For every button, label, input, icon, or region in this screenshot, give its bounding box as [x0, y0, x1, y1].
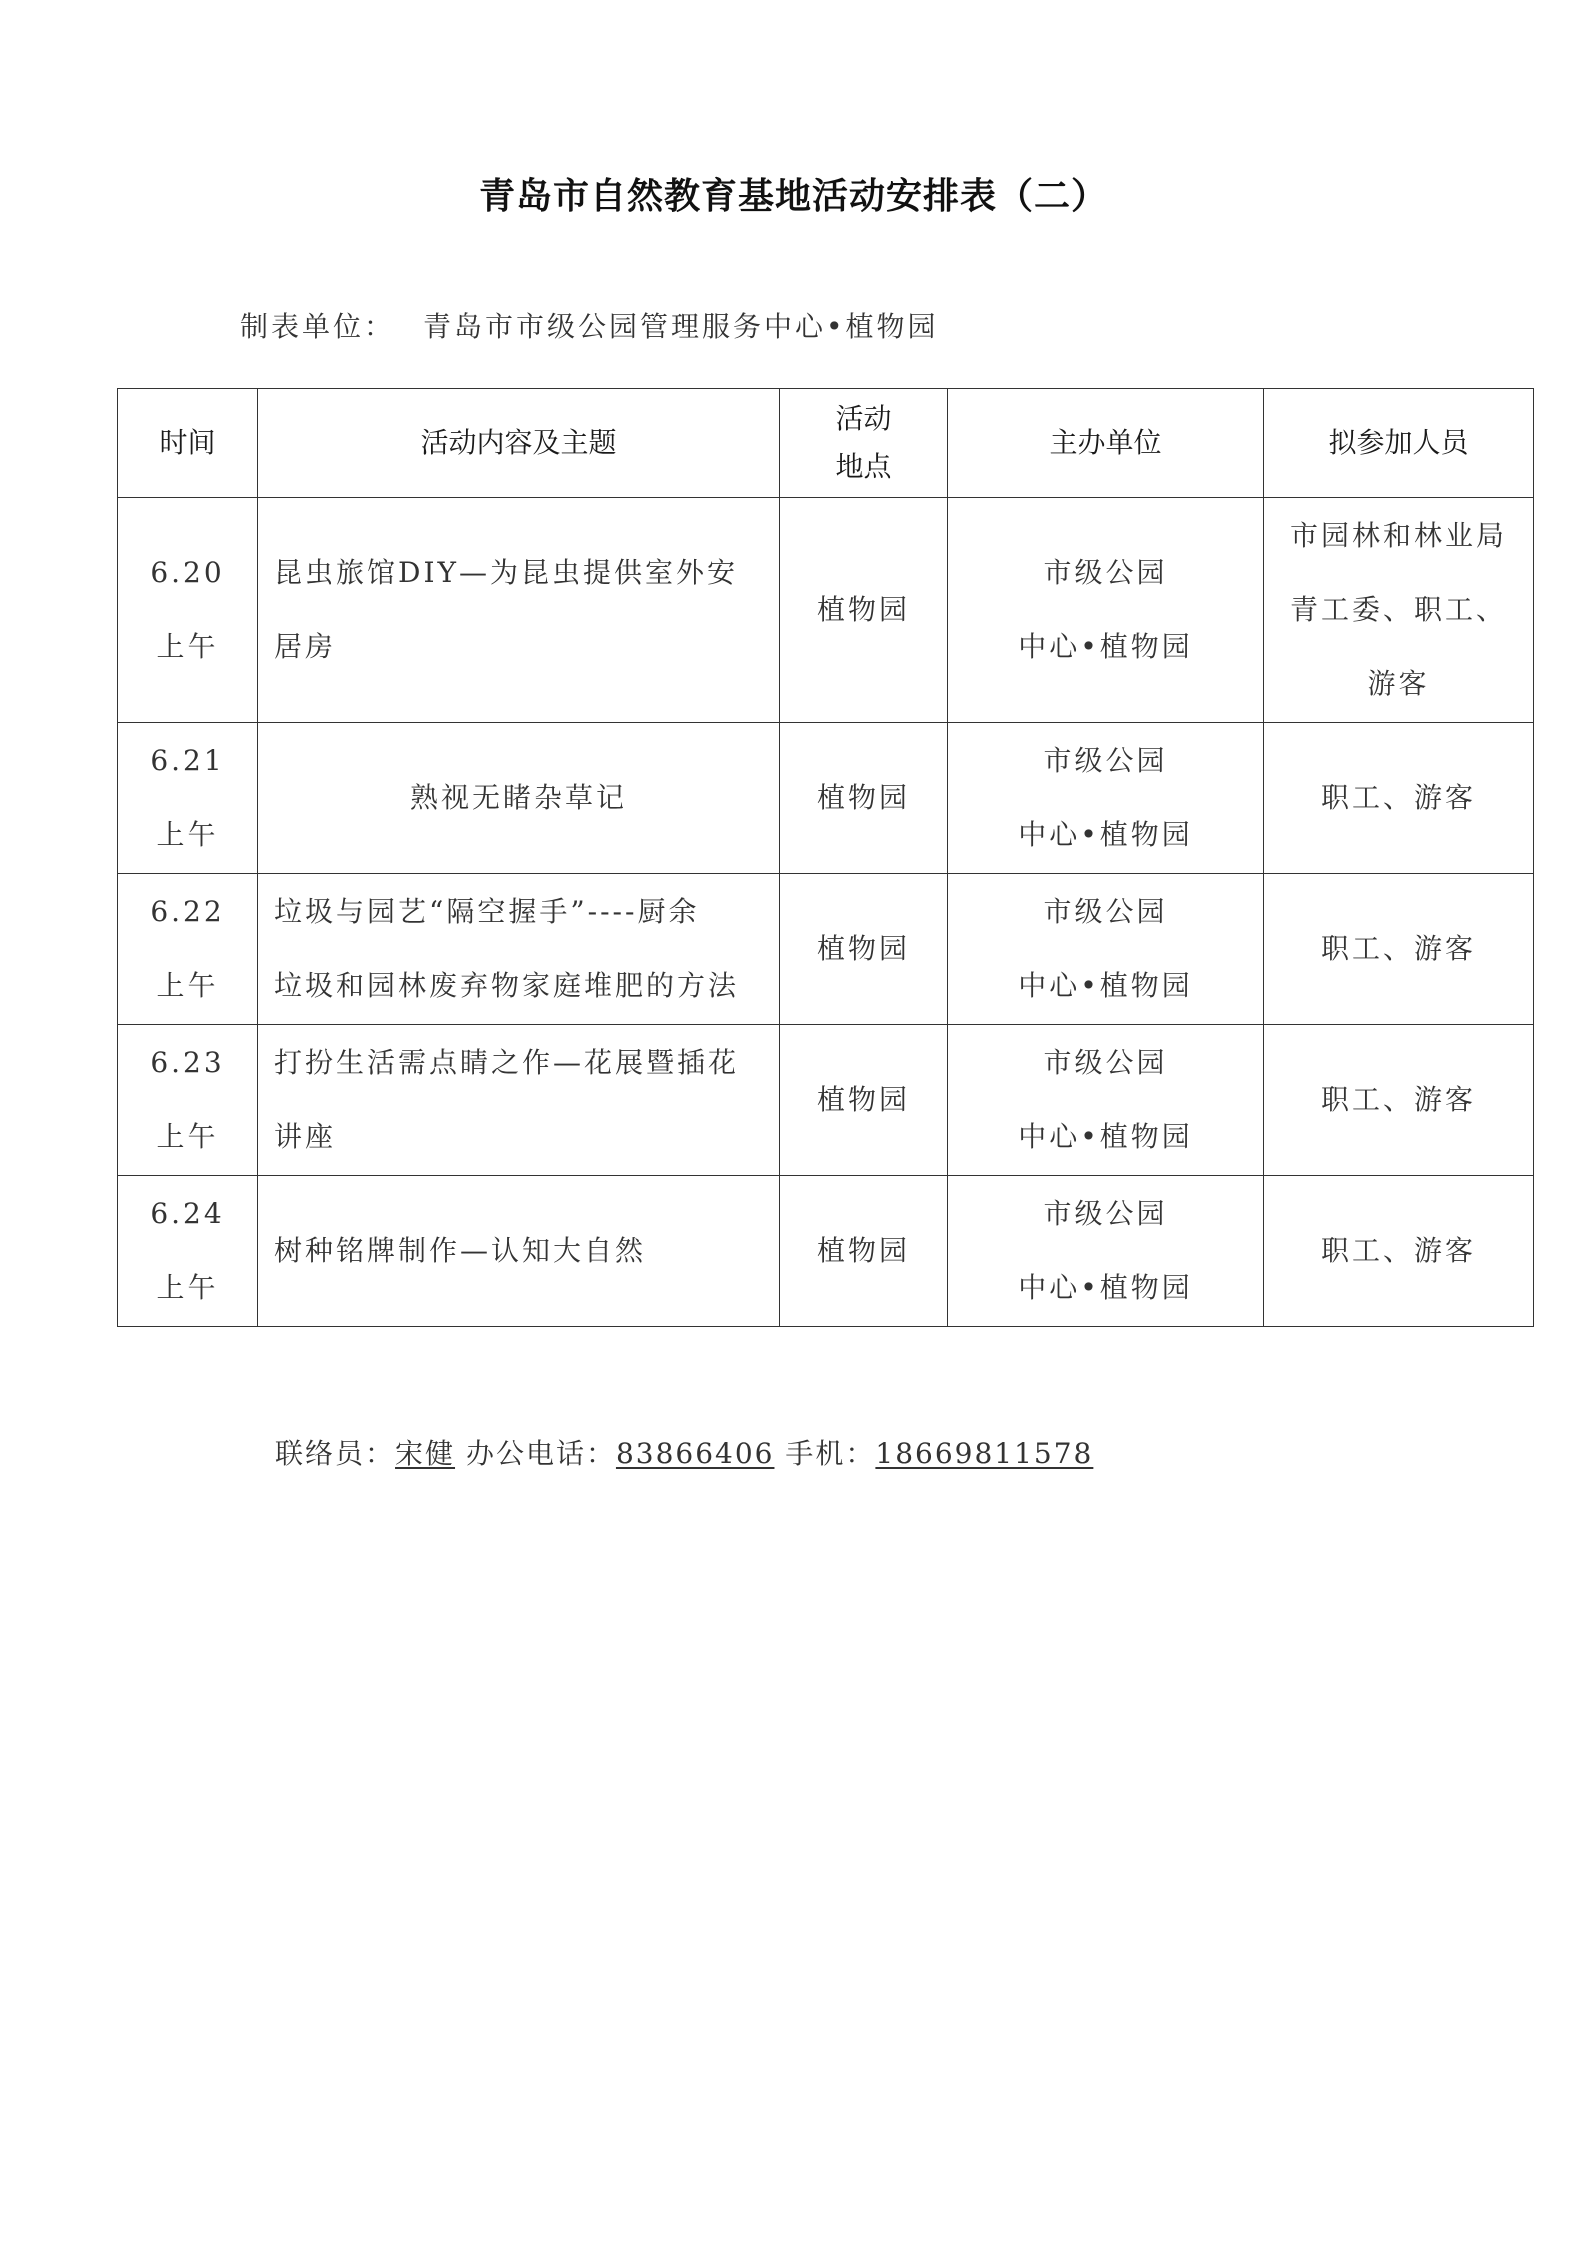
cell-date: 6.21: [150, 744, 225, 777]
cell-content-line: 垃圾和园林废弃物家庭堆肥的方法: [274, 969, 740, 1002]
cell-participants: [1264, 1025, 1534, 1176]
cell-location: 植物园: [780, 723, 948, 874]
cell-participants-line: 职工、游客: [1320, 1083, 1476, 1116]
table-header-row: [118, 389, 1534, 498]
cell-organizer-line: 市级公园: [1043, 1046, 1168, 1079]
table-row: [118, 874, 1534, 1025]
header-location-line1: 活动: [835, 402, 892, 435]
cell-content-line: 讲座: [274, 1120, 337, 1153]
mobile-phone-label: 手机：: [785, 1437, 876, 1470]
page-title: 青岛市自然教育基地活动安排表（二）: [478, 176, 1108, 217]
cell-organizer-line: 中心•植物园: [1018, 1271, 1193, 1304]
cell-organizer: [948, 1176, 1264, 1327]
mobile-phone: 18669811578: [875, 1437, 1094, 1470]
cell-time: [118, 498, 258, 723]
cell-period: 上午: [156, 818, 219, 851]
cell-content: [258, 1025, 780, 1176]
header-location-line2: 地点: [835, 450, 892, 483]
cell-participants-line: 游客: [1367, 667, 1430, 700]
cell-time: [118, 723, 258, 874]
cell-date: 6.24: [150, 1197, 225, 1230]
cell-content: [258, 874, 780, 1025]
cell-content-line: 打扮生活需点睛之作—花展暨插花: [274, 1046, 740, 1079]
cell-organizer-line: 市级公园: [1043, 744, 1168, 777]
cell-content: [258, 1176, 780, 1327]
schedule-table: [117, 388, 1534, 1327]
cell-content-line: 居房: [274, 630, 337, 663]
contact-person-label: 联络员：: [275, 1437, 396, 1470]
cell-time: [118, 1025, 258, 1176]
maker-line: [240, 305, 939, 345]
header-organizer: 主办单位: [948, 389, 1264, 498]
cell-organizer: [948, 723, 1264, 874]
header-content: 活动内容及主题: [258, 389, 780, 498]
cell-organizer-line: 中心•植物园: [1018, 818, 1193, 851]
cell-period: 上午: [156, 630, 219, 663]
cell-date: 6.23: [150, 1046, 225, 1079]
cell-participants: [1264, 874, 1534, 1025]
cell-content-line: 熟视无睹杂草记: [409, 781, 627, 814]
cell-participants: [1264, 1176, 1534, 1327]
header-participants: 拟参加人员: [1264, 389, 1534, 498]
cell-period: 上午: [156, 969, 219, 1002]
cell-participants-line: 市园林和林业局: [1289, 519, 1507, 552]
cell-participants-line: 青工委、职工、: [1289, 593, 1507, 626]
cell-time: [118, 874, 258, 1025]
maker-label: 制表单位：: [240, 310, 396, 343]
cell-date: 6.22: [150, 895, 225, 928]
contact-line: [275, 1432, 1093, 1472]
cell-organizer-line: 市级公园: [1043, 1197, 1168, 1230]
cell-participants-line: 职工、游客: [1320, 932, 1476, 965]
cell-date: 6.20: [150, 556, 225, 589]
cell-organizer-line: 中心•植物园: [1018, 969, 1193, 1002]
cell-content-line: 树种铭牌制作—认知大自然: [274, 1234, 647, 1267]
table-row: [118, 1176, 1534, 1327]
cell-content: [258, 498, 780, 723]
cell-participants: [1264, 498, 1534, 723]
cell-period: 上午: [156, 1271, 219, 1304]
maker-value: 青岛市市级公园管理服务中心•植物园: [423, 310, 939, 343]
cell-organizer: [948, 498, 1264, 723]
cell-organizer-line: 中心•植物园: [1018, 630, 1193, 663]
table-row: [118, 498, 1534, 723]
cell-content-line: 昆虫旅馆DIY—为昆虫提供室外安: [274, 556, 738, 589]
cell-organizer-line: 市级公园: [1043, 556, 1168, 589]
contact-person: 宋健: [395, 1437, 456, 1470]
table-row: [118, 723, 1534, 874]
cell-content-line: 垃圾与园艺“隔空握手”----厨余: [274, 895, 700, 928]
cell-organizer-line: 市级公园: [1043, 895, 1168, 928]
cell-organizer: [948, 874, 1264, 1025]
cell-participants-line: 职工、游客: [1320, 1234, 1476, 1267]
cell-participants: [1264, 723, 1534, 874]
cell-organizer-line: 中心•植物园: [1018, 1120, 1193, 1153]
cell-location: 植物园: [780, 874, 948, 1025]
cell-participants-line: 职工、游客: [1320, 781, 1476, 814]
cell-period: 上午: [156, 1120, 219, 1153]
cell-content: [258, 723, 780, 874]
cell-location: 植物园: [780, 498, 948, 723]
cell-organizer: [948, 1025, 1264, 1176]
office-phone-label: 办公电话：: [465, 1437, 616, 1470]
cell-location: 植物园: [780, 1025, 948, 1176]
cell-location: 植物园: [780, 1176, 948, 1327]
office-phone: 83866406: [615, 1437, 775, 1470]
cell-time: [118, 1176, 258, 1327]
table-row: [118, 1025, 1534, 1176]
header-time: 时间: [118, 389, 258, 498]
header-location: [780, 389, 948, 498]
